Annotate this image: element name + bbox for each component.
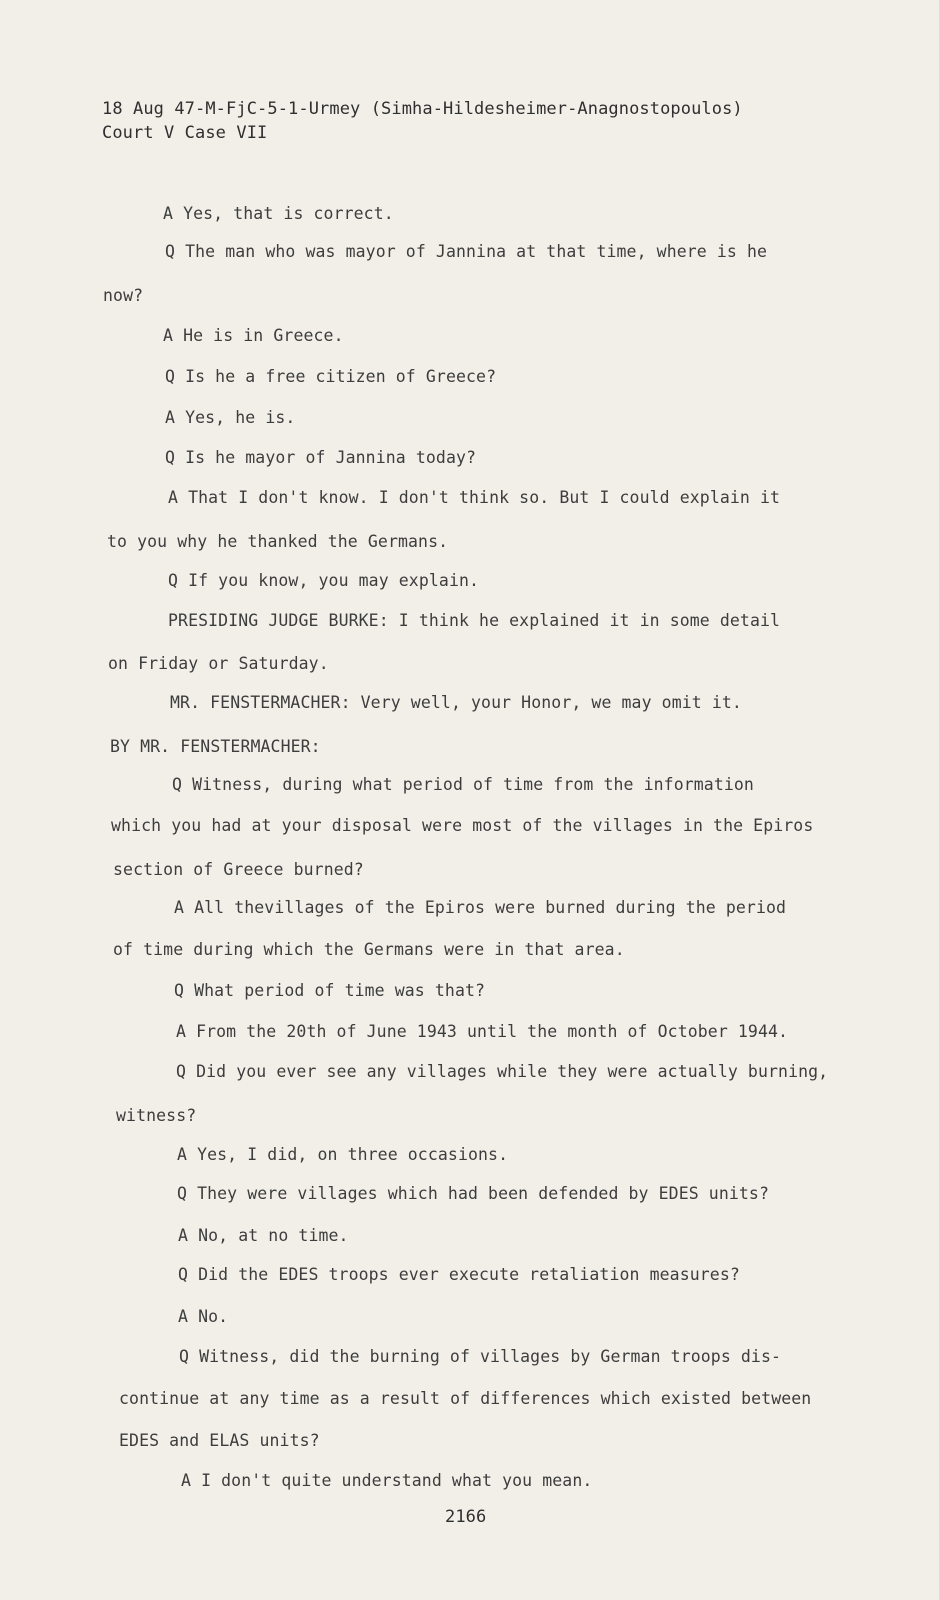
- transcript-line: EDES and ELAS units?: [119, 1431, 320, 1450]
- transcript-line: on Friday or Saturday.: [108, 654, 329, 673]
- transcript-line: Q Witness, during what period of time from the information: [172, 775, 754, 794]
- transcript-line: continue at any time as a result of differences which existed between: [119, 1389, 812, 1408]
- transcript-line: A He is in Greece.: [163, 326, 344, 345]
- transcript-line: A That I don't know. I don't think so. But I could explain it: [168, 488, 781, 507]
- transcript-line: A Yes, he is.: [165, 408, 296, 427]
- transcript-line: of time during which the Germans were in that area.: [113, 940, 625, 959]
- header-court-case: Court V Case VII: [102, 123, 268, 143]
- transcript-line: BY MR. FENSTERMACHER:: [110, 737, 321, 756]
- transcript-line: Q Did the EDES troops ever execute retaliation measures?: [178, 1265, 740, 1284]
- header-case-reference: 18 Aug 47-M-FjC-5-1-Urmey (Simha-Hildesheimer-Anagnostopoulos): [102, 99, 743, 119]
- transcript-line: A I don't quite understand what you mean.: [181, 1471, 593, 1490]
- transcript-line: A Yes, I did, on three occasions.: [177, 1145, 509, 1164]
- transcript-line: Q Is he mayor of Jannina today?: [165, 448, 477, 467]
- transcript-line: section of Greece burned?: [113, 860, 364, 879]
- transcript-line: Q Witness, did the burning of villages by German troops dis-: [179, 1347, 782, 1366]
- transcript-line: Q What period of time was that?: [174, 981, 486, 1000]
- transcript-line: A No, at no time.: [178, 1226, 349, 1245]
- transcript-line: to you why he thanked the Germans.: [107, 532, 449, 551]
- transcript-line: A No.: [178, 1307, 229, 1326]
- transcript-line: A Yes, that is correct.: [163, 204, 394, 223]
- transcript-line: Q If you know, you may explain.: [168, 571, 480, 590]
- transcript-line: A All thevillages of the Epiros were burned during the period: [174, 898, 787, 917]
- page-number: 2166: [445, 1507, 487, 1527]
- transcript-line: now?: [103, 286, 144, 305]
- transcript-line: MR. FENSTERMACHER: Very well, your Honor, we may omit it.: [170, 693, 742, 712]
- transcript-line: A From the 20th of June 1943 until the month of October 1944.: [176, 1022, 789, 1041]
- transcript-line: Q They were villages which had been defended by EDES units?: [177, 1184, 769, 1203]
- transcript-line: witness?: [116, 1106, 197, 1125]
- transcript-line: Q Is he a free citizen of Greece?: [165, 367, 497, 386]
- transcript-line: Q The man who was mayor of Jannina at that time, where is he: [165, 242, 768, 261]
- transcript-line: which you had at your disposal were most of the villages in the Epiros: [111, 816, 814, 835]
- transcript-line: Q Did you ever see any villages while they were actually burning,: [176, 1062, 829, 1081]
- transcript-line: PRESIDING JUDGE BURKE: I think he explained it in some detail: [168, 611, 781, 630]
